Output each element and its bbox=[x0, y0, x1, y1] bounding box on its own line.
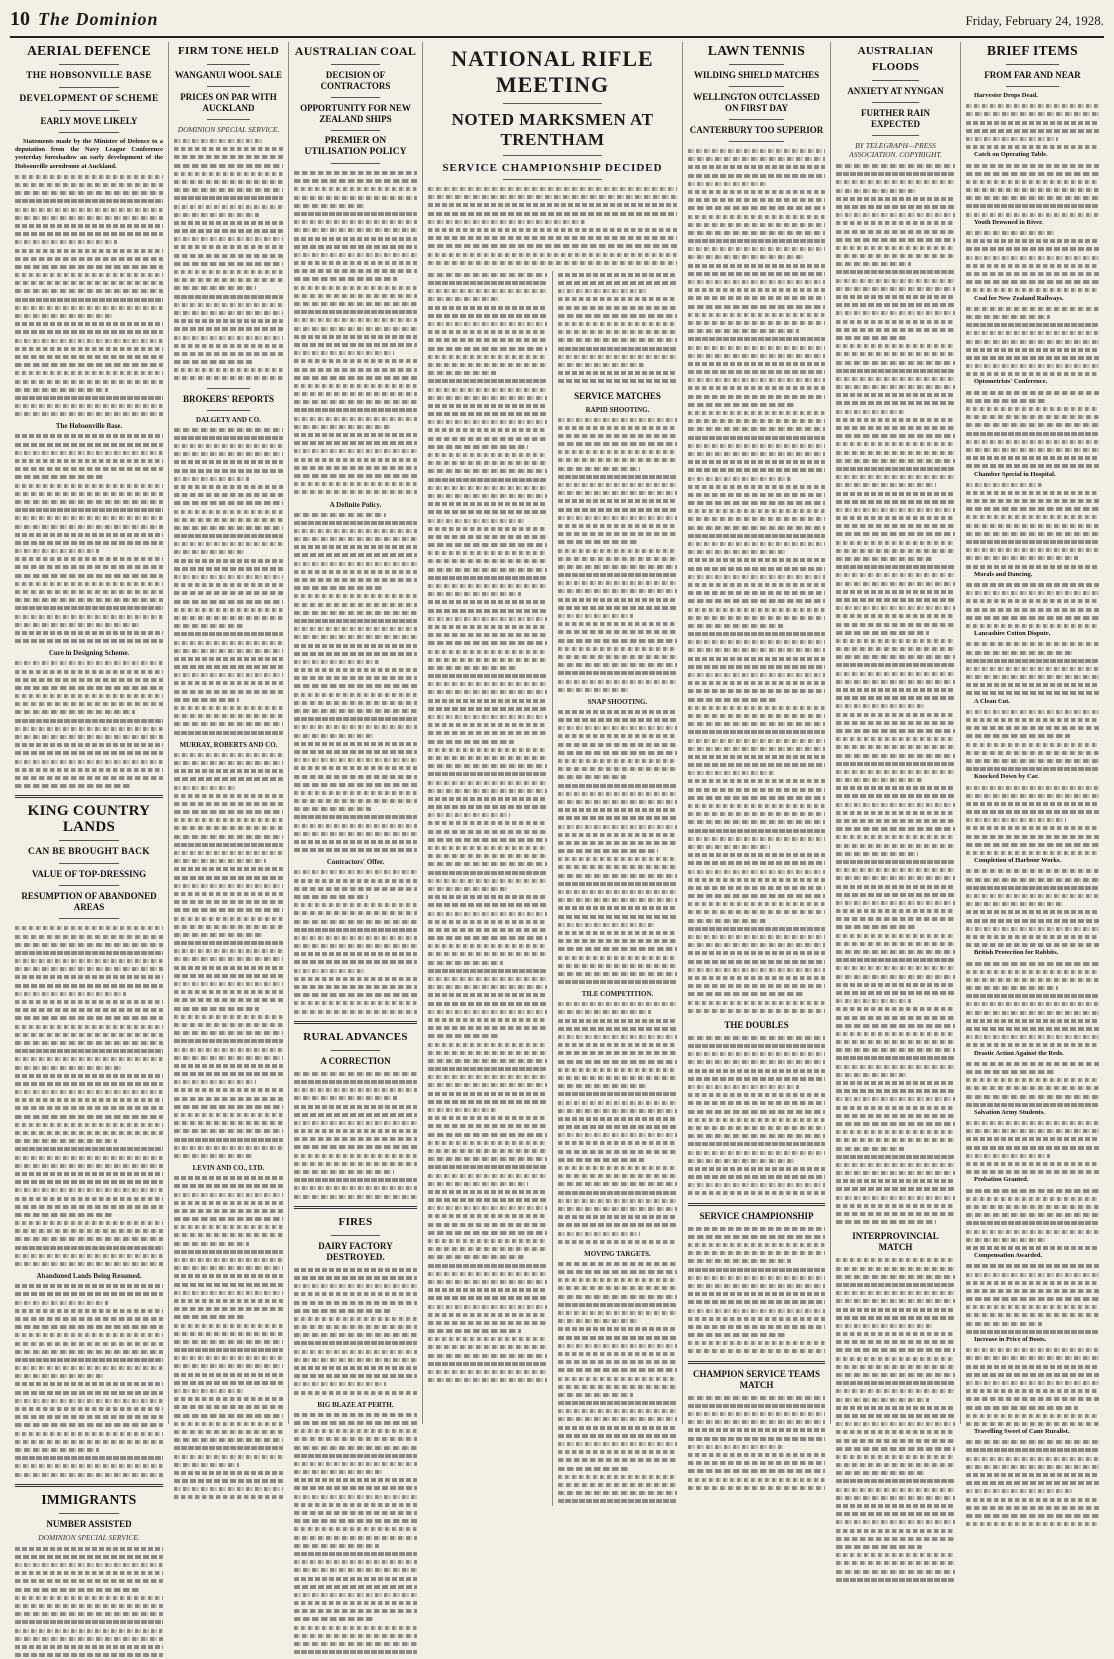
subhead-rapid-shooting: RAPID SHOOTING. bbox=[585, 405, 650, 414]
subhead-wanganui-wool: WANGANUI WOOL SALE bbox=[174, 70, 283, 80]
paper-name: The Dominion bbox=[38, 9, 159, 29]
subhead-tile-competition: TILE COMPETITION. bbox=[581, 990, 654, 999]
article-text bbox=[558, 271, 677, 386]
subhead-big-blaze: BIG BLAZE AT PERTH. bbox=[317, 1400, 394, 1409]
article-text bbox=[428, 271, 547, 811]
article-text bbox=[688, 147, 825, 704]
subhead-cure: Cure in Designing Scheme. bbox=[48, 649, 130, 658]
subhead-canterbury: CANTERBURY TOO SUPERIOR bbox=[689, 125, 824, 135]
subhead-top-dressing: VALUE OF TOP-DRESSING bbox=[31, 869, 147, 880]
brief-item-title: Chamber Special in Hospital. bbox=[974, 470, 1056, 478]
results-list bbox=[688, 1394, 825, 1492]
columns bbox=[10, 42, 1104, 1542]
brief-item-title: Lancashire Cotton Dispute. bbox=[974, 630, 1051, 638]
subhead-contractors-offer: Contractors' Offer. bbox=[326, 858, 385, 867]
subhead-number-assisted: NUMBER ASSISTED bbox=[46, 1518, 132, 1529]
page-number: 10 bbox=[10, 8, 30, 30]
byline: DOMINION SPECIAL SERVICE. bbox=[177, 125, 280, 134]
brief-item-title: Increase in Price of Boots. bbox=[974, 1336, 1047, 1343]
subhead-definite-policy: A Definite Policy. bbox=[329, 500, 382, 509]
article-text bbox=[294, 511, 417, 855]
subhead-moving-targets: MOVING TARGETS. bbox=[584, 1249, 651, 1258]
brief-item bbox=[966, 857, 1099, 949]
headline-rural-advances: RURAL ADVANCES bbox=[303, 1030, 408, 1043]
brief-item bbox=[966, 1252, 1099, 1336]
headline-king-country: KING COUNTRY LANDS bbox=[27, 803, 151, 836]
column-rifle-meeting bbox=[422, 42, 682, 1424]
results-list bbox=[688, 1225, 825, 1356]
subhead-resumption: RESUMPTION OF ABANDONED AREAS bbox=[21, 891, 157, 913]
results-list bbox=[558, 416, 677, 694]
article-text bbox=[294, 169, 417, 497]
brief-item bbox=[966, 295, 1099, 379]
brief-item-title: Harvester Drops Dead. bbox=[974, 92, 1038, 99]
article-text bbox=[174, 751, 283, 1160]
brief-item bbox=[966, 219, 1099, 295]
subhead-wilding-shield: WILDING SHIELD MATCHES bbox=[693, 70, 820, 80]
subhead-abandoned-lands: Abandoned Lands Being Resumed. bbox=[36, 1272, 142, 1281]
article-text bbox=[174, 137, 283, 383]
subhead-hobsonville-base: The Hobsonville Base. bbox=[55, 422, 123, 431]
headline-firm-tone: FIRM TONE HELD bbox=[178, 45, 279, 57]
brief-item-title: Compensation Awarded. bbox=[974, 1252, 1043, 1260]
article-text bbox=[836, 735, 955, 1226]
headline-rifle-meeting: NATIONAL RIFLE MEETING bbox=[451, 46, 654, 97]
article-text bbox=[174, 1174, 283, 1502]
article-text bbox=[15, 432, 163, 645]
headline-australian-floods: AUSTRALIAN FLOODS bbox=[857, 45, 934, 73]
column-aerial-defence bbox=[10, 42, 168, 1542]
subhead-hobsonville: THE HOBSONVILLE BASE bbox=[26, 71, 152, 81]
article-text bbox=[688, 1034, 825, 1198]
subhead-decision: DECISION OF CONTRACTORS bbox=[320, 70, 391, 91]
subhead-champion-teams: CHAMPION SERVICE TEAMS MATCH bbox=[692, 1368, 821, 1390]
article-text bbox=[15, 173, 163, 419]
article-text bbox=[294, 1411, 417, 1657]
results-list bbox=[836, 1256, 955, 1584]
subhead-noted-marksmen: NOTED MARKSMEN AT TRENTHAM bbox=[451, 110, 654, 149]
article-text bbox=[294, 1070, 417, 1201]
article-text bbox=[836, 162, 955, 735]
brief-item bbox=[966, 1428, 1099, 1528]
column-lawn-tennis bbox=[682, 42, 830, 1424]
subhead-brought-back: CAN BE BROUGHT BACK bbox=[28, 847, 150, 858]
brief-item bbox=[966, 1050, 1099, 1109]
subhead-service-championship: SERVICE CHAMPIONSHIP DECIDED bbox=[442, 162, 663, 174]
subhead-service-championship: SERVICE CHAMPIONSHIP bbox=[699, 1210, 814, 1221]
article-text bbox=[294, 868, 417, 1015]
brief-item bbox=[966, 773, 1099, 857]
subhead-wellington-outclassed: WELLINGTON OUTCLASSED ON FIRST DAY bbox=[693, 92, 820, 113]
brief-item-title: A Clean Cut. bbox=[974, 697, 1010, 705]
brief-item bbox=[966, 1109, 1099, 1177]
article-text bbox=[428, 185, 677, 267]
brief-item-title: Drastic Action Against the Reds. bbox=[974, 1049, 1064, 1057]
subhead-correction: A CORRECTION bbox=[320, 1055, 391, 1066]
byline: BY TELEGRAPH—PRESS ASSOCIATION. COPYRIGHT. bbox=[849, 141, 942, 159]
article-text bbox=[294, 1266, 417, 1397]
subhead-doubles: THE DOUBLES bbox=[724, 1019, 789, 1030]
headline-lawn-tennis: LAWN TENNIS bbox=[707, 43, 806, 58]
results-list bbox=[428, 811, 547, 1384]
column-brief-items bbox=[960, 42, 1104, 1436]
article-text bbox=[174, 426, 283, 737]
brief-item bbox=[966, 949, 1099, 1049]
brief-item bbox=[966, 630, 1099, 698]
byline: DOMINION SPECIAL SERVICE. bbox=[38, 1532, 140, 1542]
column-wool-sale bbox=[168, 42, 288, 1424]
results-list bbox=[558, 708, 677, 986]
brief-item-title: Completion of Harbour Works. bbox=[974, 857, 1062, 865]
brief-item bbox=[966, 92, 1099, 151]
brief-items-list bbox=[966, 92, 1099, 1528]
masthead bbox=[10, 8, 1104, 38]
brief-item-title: Knocked Down by Car. bbox=[974, 773, 1039, 781]
subhead-anxiety-nyngan: ANXIETY AT NYNGAN bbox=[847, 86, 944, 96]
brief-item-title: Travelling Sweet of Cane Ruralist. bbox=[974, 1428, 1070, 1436]
brief-item bbox=[966, 698, 1099, 774]
headline-immigrants: IMMIGRANTS bbox=[41, 1491, 137, 1507]
subhead-early-move: EARLY MOVE LIKELY bbox=[40, 116, 138, 126]
results-list bbox=[558, 1260, 677, 1506]
brief-item-title: Morals and Dancing. bbox=[974, 570, 1033, 578]
column-australian-coal bbox=[288, 42, 422, 1424]
column-australian-floods bbox=[830, 42, 960, 1424]
article-text bbox=[688, 704, 825, 1015]
brief-item-title: British Protection for Rabbits. bbox=[974, 949, 1059, 957]
subhead-service-matches: SERVICE MATCHES bbox=[574, 390, 661, 401]
headline-brief-items: BRIEF ITEMS bbox=[987, 43, 1078, 58]
brief-item-title: Salvation Army Students. bbox=[974, 1108, 1045, 1116]
issue-date: Friday, February 24, 1928. bbox=[965, 13, 1104, 28]
article-text bbox=[15, 1282, 163, 1479]
brief-item bbox=[966, 571, 1099, 630]
subhead-murray-roberts: MURRAY, ROBERTS AND CO. bbox=[179, 740, 278, 749]
article-text bbox=[15, 1545, 163, 1659]
subhead-development: DEVELOPMENT OF SCHEME bbox=[19, 94, 159, 104]
brief-item-title: Optometrists' Conference. bbox=[974, 378, 1048, 386]
subhead-premier: PREMIER ON UTILISATION POLICY bbox=[304, 136, 407, 157]
headline-aerial-defence: AERIAL DEFENCE bbox=[27, 43, 151, 58]
subhead-dairy-factory: DAIRY FACTORY DESTROYED. bbox=[318, 1240, 393, 1262]
brief-item bbox=[966, 151, 1099, 219]
brief-item bbox=[966, 471, 1099, 571]
article-intro: Statements made by the Minister of Defence to a deputation from the Navy League Conference yesterday foreshadow an early development of the Hobsonville aerodrome at Auckland. bbox=[15, 138, 163, 170]
subhead-far-and-near: FROM FAR AND NEAR bbox=[984, 70, 1081, 80]
brief-item bbox=[966, 1336, 1099, 1428]
article-text bbox=[15, 924, 163, 1268]
subhead-snap-shooting: SNAP SHOOTING. bbox=[587, 697, 648, 706]
subhead-prices-par: PRICES ON PAR WITH AUCKLAND bbox=[180, 92, 277, 113]
article-text bbox=[15, 659, 163, 790]
headline-australian-coal: AUSTRALIAN COAL bbox=[294, 44, 417, 58]
headline-fires: FIRES bbox=[338, 1215, 373, 1228]
subhead-opportunity: OPPORTUNITY FOR NEW ZEALAND SHIPS bbox=[300, 103, 411, 124]
subhead-dalgety: DALGETY AND CO. bbox=[196, 415, 261, 424]
subhead-brokers-reports: BROKERS' REPORTS bbox=[183, 393, 274, 404]
subhead-further-rain: FURTHER RAIN EXPECTED bbox=[861, 108, 930, 129]
brief-item-title: Catch on Operating Table. bbox=[974, 151, 1048, 159]
brief-item-title: Coal for New Zealand Railways. bbox=[974, 294, 1064, 302]
results-list bbox=[558, 1000, 677, 1246]
subhead-levin: LEVIN AND CO., LTD. bbox=[192, 1164, 265, 1173]
brief-item bbox=[966, 1176, 1099, 1252]
subhead-interprovincial: INTERPROVINCIAL MATCH bbox=[852, 1231, 939, 1253]
brief-item-title: Probation Granted. bbox=[974, 1176, 1029, 1184]
brief-item-title: Youth Drowned in River. bbox=[974, 218, 1043, 226]
brief-item bbox=[966, 378, 1099, 470]
